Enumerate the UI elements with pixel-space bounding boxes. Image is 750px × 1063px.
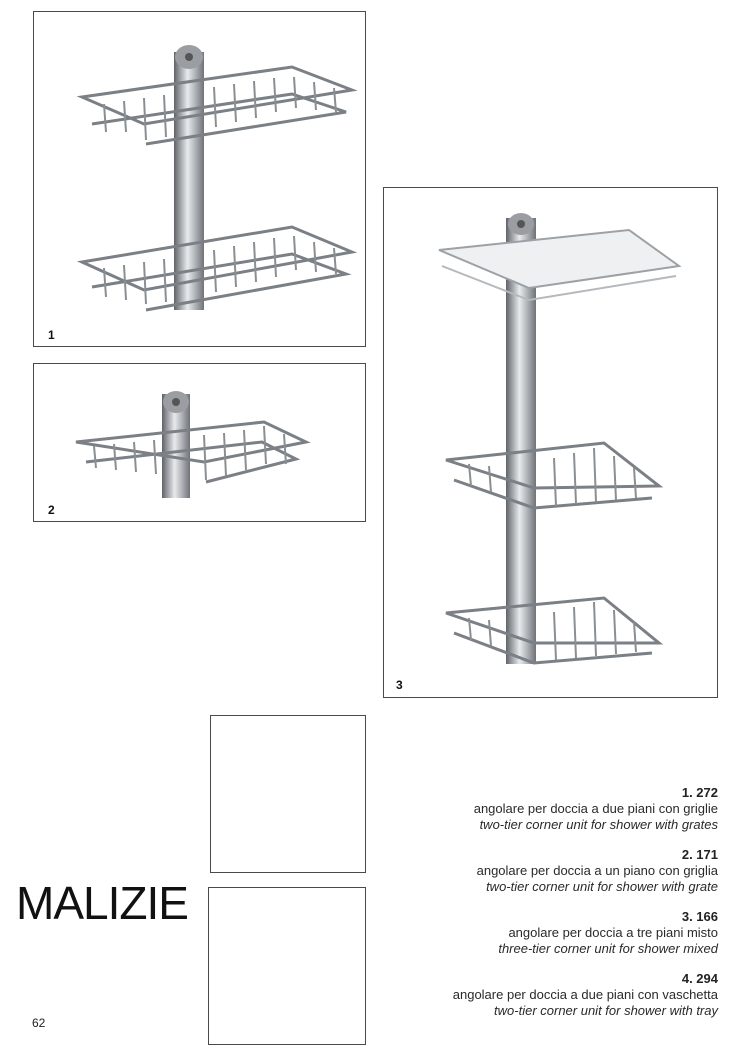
product-code: 2. 171 <box>681 847 718 862</box>
product-description-italian: angolare per doccia a tre piani misto <box>508 925 718 940</box>
product-list <box>378 785 718 1033</box>
product-description-english: three-tier corner unit for shower mixed <box>498 941 718 956</box>
product-description-italian: angolare per doccia a due piani con griglie <box>473 801 718 816</box>
collection-title: MALIZIE <box>16 877 188 929</box>
single-corner-basket-illustration <box>34 364 365 521</box>
product-description-english: two-tier corner unit for shower with grates <box>479 817 718 832</box>
product-photo-panel-3 <box>383 187 718 698</box>
panel-number: 1 <box>48 328 55 342</box>
product-entry <box>378 785 718 833</box>
product-entry <box>378 971 718 1019</box>
panel-number: 3 <box>396 678 403 692</box>
page-number: 62 <box>32 1016 46 1030</box>
product-description-italian: angolare per doccia a un piano con griglia <box>476 863 718 878</box>
product-photo-panel-2 <box>33 363 366 522</box>
three-tier-corner-unit-illustration <box>384 188 717 697</box>
empty-photo-frame <box>208 887 366 1045</box>
product-photo-panel-1 <box>33 11 366 347</box>
product-entry <box>378 909 718 957</box>
product-description-italian: angolare per doccia a due piani con vaschetta <box>452 987 718 1002</box>
panel-number: 2 <box>48 503 55 517</box>
product-description-english: two-tier corner unit for shower with tray <box>494 1003 718 1018</box>
product-code: 4. 294 <box>681 971 718 986</box>
product-code: 3. 166 <box>681 909 718 924</box>
two-tier-basket-illustration <box>34 12 365 346</box>
product-code: 1. 272 <box>681 785 718 800</box>
product-entry <box>378 847 718 895</box>
empty-photo-frame <box>210 715 366 873</box>
product-description-english: two-tier corner unit for shower with grate <box>486 879 718 894</box>
